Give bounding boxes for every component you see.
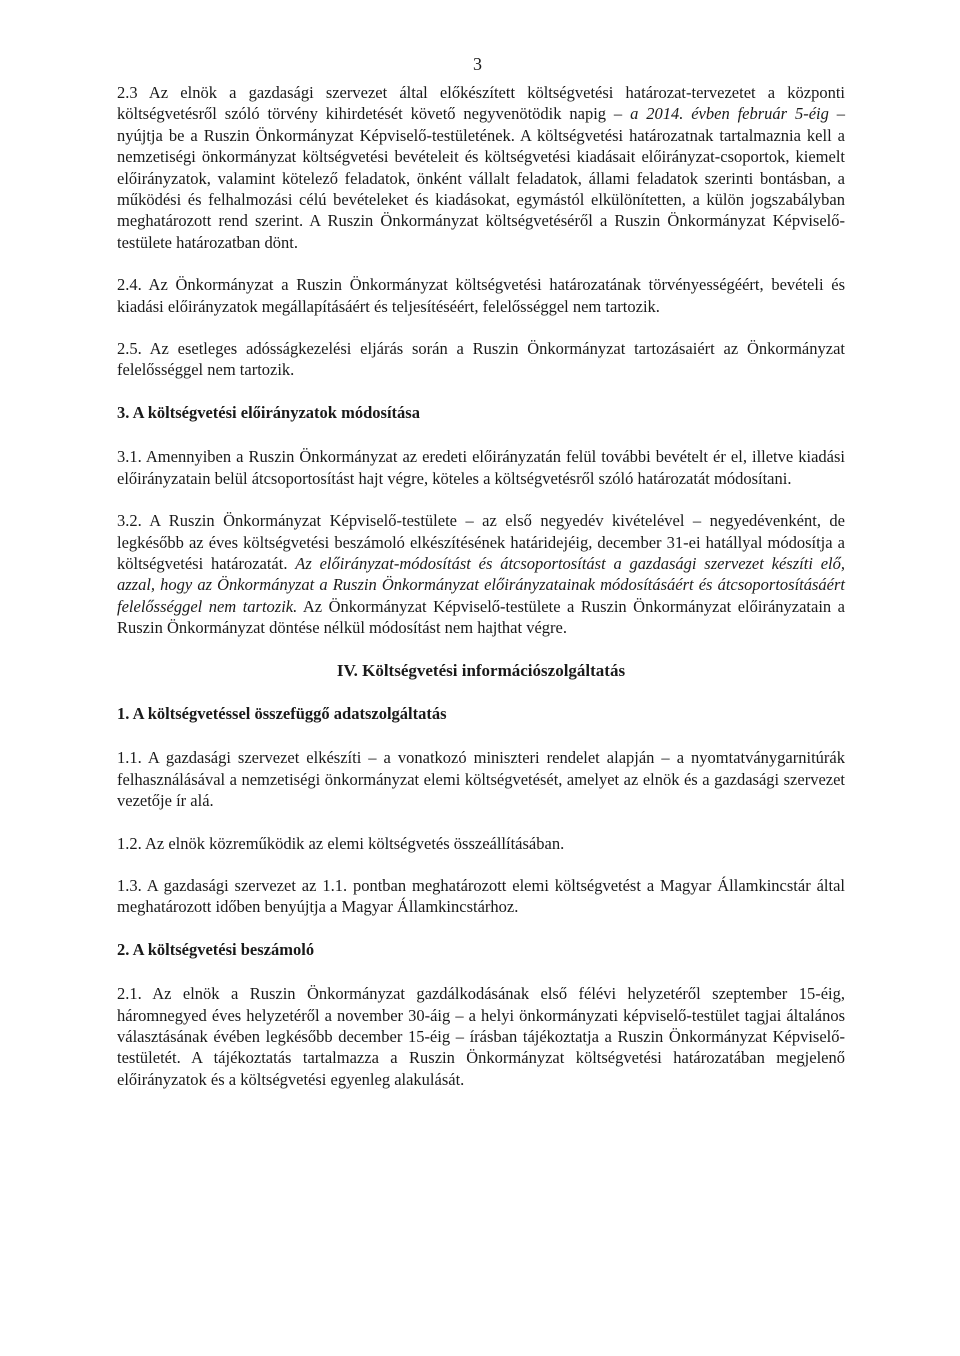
paragraph-2-3-text-a: 2.3 Az elnök a gazdasági szervezet által előkészített költségvetési határozat-tervezetet a központi költségvetésről szóló törvény kihirdetését követő negyvenötödik napig – <box>117 83 845 124</box>
paragraph-3-1: 3.1. Amennyiben a Ruszin Önkormányzat az eredeti előirányzatán felül további bevételt ér el, illetve kiadási előirányzatain belül átcsoportosítást hajt végre, köteles a költségvetésről szóló határozatát módosítani. <box>117 447 845 488</box>
chapter-heading-iv: IV. Költségvetési információszolgáltatás <box>336 660 626 680</box>
paragraph-2-3-text-b: – nyújtja be a Ruszin Önkormányzat Képviselő-testületének. A költségvetési határozatnak tartalmaznia kell a nemzetiségi önkormányzat költségvetési bevételeit és költségvetési kiadásait előirányzat-csoportok, kiemelt előirányzatok, valamint kötelező feladatok, önként vállalt feladatok, állami feladatok szerinti bontásban, a működési és felhalmozási célú bevételeket és kiadásokat, egymástól elkülönítetten, a külön jogszabályban meghatározott rend szerint. A Ruszin Önkormányzat költségvetéséről a Ruszin Önkormányzat Képviselő-testülete határozatban dönt. <box>117 104 846 252</box>
paragraph-3-2-text-b: Az Önkormányzat Képviselő-testülete a Ruszin Önkormányzat előirányzatain a Ruszin Önkormányzat döntése nélkül módosítást nem hajthat végre. <box>117 596 845 638</box>
section-heading-iv-2: 2. A költségvetési beszámoló <box>117 939 315 959</box>
paragraph-1-1: 1.1. A gazdasági szervezet elkészíti – a vonatkozó miniszteri rendelet alapján – a nyomtatványgarnitúrák felhasználásával a nemzetiségi önkormányzat elemi költségvetését, amelyet az elnök és a gazdasági szervezet vezetője ír alá. <box>117 748 845 811</box>
paragraph-2-3 <box>117 82 845 253</box>
paragraph-2-4: 2.4. Az Önkormányzat a Ruszin Önkormányzat költségvetési határozatának törvényességéért, bevételi és kiadási előirányzatok megállapításáért és teljesítéséért, felelősséggel nem tartozik. <box>117 275 845 316</box>
paragraph-3-2 <box>117 510 845 638</box>
paragraph-3-2-text-a: 3.2. A Ruszin Önkormányzat Képviselő-testülete – az első negyedév kivételével – negyedévenként, de legkésőbb az éves költségvetési beszámoló elkészítésének határidejéig, december 31-ei hatállyal módosítja a költségvetési határozatát. <box>117 511 845 573</box>
paragraph-1-2: 1.2. Az elnök közreműködik az elemi költségvetés összeállításában. <box>117 833 565 853</box>
paragraph-2-3-italic: a 2014. évben február 5-éig <box>630 104 829 124</box>
paragraph-2-5: 2.5. Az esetleges adósságkezelési eljárás során a Ruszin Önkormányzat tartozásaiért az Önkormányzat felelősséggel nem tartozik. <box>117 339 845 380</box>
page-number: 3 <box>473 54 482 74</box>
section-heading-iv-1: 1. A költségvetéssel összefüggő adatszolgáltatás <box>117 703 447 723</box>
paragraph-1-3: 1.3. A gazdasági szervezet az 1.1. pontban meghatározott elemi költségvetést a Magyar Államkincstár által meghatározott időben benyújtja a Magyar Államkincstárhoz. <box>117 875 845 917</box>
paragraph-3-2-italic: Az előirányzat-módosítást és átcsoportosítást a gazdasági szervezet készíti elő, azzal, hogy az Önkormányzat a Ruszin Önkormányzat előirányzatainak módosításáért és átcsoportosításáért felelősséggel nem tartozik. <box>117 553 846 616</box>
document-body <box>117 82 845 1111</box>
section-heading-3: 3. A költségvetési előirányzatok módosítása <box>117 402 420 422</box>
paragraph-2-1: 2.1. Az elnök a Ruszin Önkormányzat gazdálkodásának első félévi helyzetéről szeptember 15-éig, háromnegyed éves helyzetéről a november 30-áig – a helyi önkormányzati képviselő-testület tagjai általános választásának évében legkésőbb december 15-éig – írásban tájékoztatja a Ruszin Önkormányzat Képviselő-testületét. A tájékoztatás tartalmazza a Ruszin Önkormányzat költségvetési határozatában megjelenő előirányzatok és a költségvetési egyenleg alakulását. <box>117 984 845 1089</box>
